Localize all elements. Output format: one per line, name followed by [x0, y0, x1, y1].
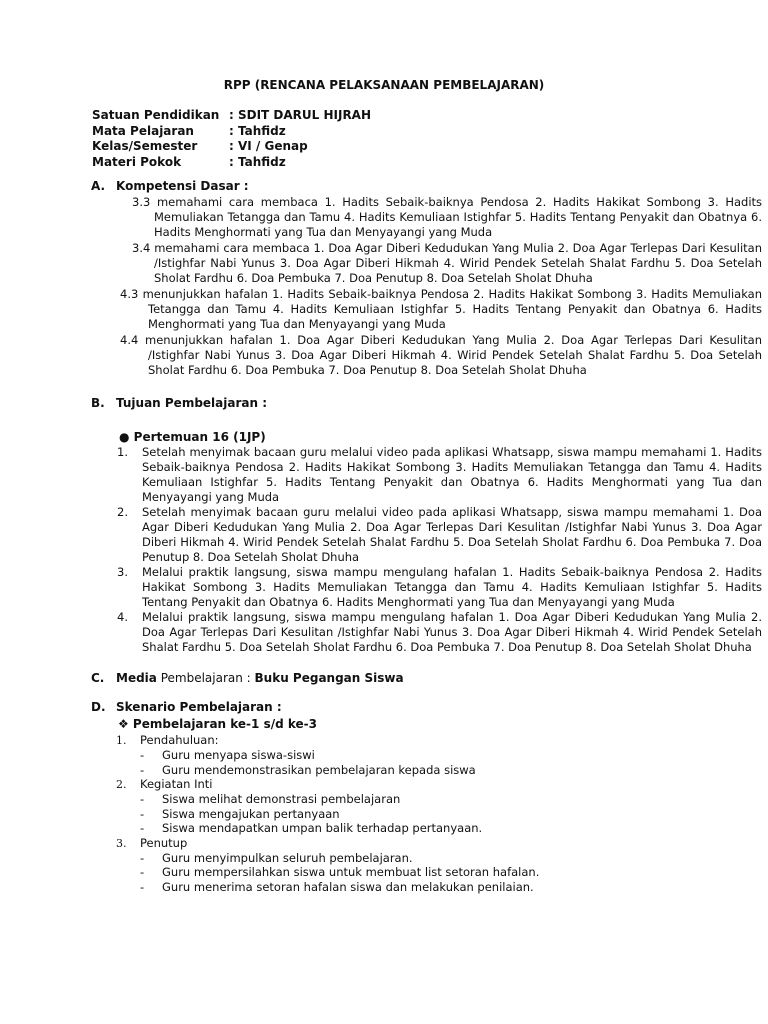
competency-item	[120, 287, 762, 332]
identity-label: Mata Pelajaran	[92, 123, 194, 138]
bullet-text: Siswa mendapatkan umpan balik terhadap pertanyaan.	[162, 821, 483, 835]
step-number: 1.	[116, 734, 127, 747]
media-label-bold: Media	[116, 671, 157, 685]
dash-icon: -	[140, 865, 145, 879]
objective-number: 1.	[117, 445, 128, 459]
objective-text: Melalui praktik langsung, siswa mampu mengulang hafalan 1. Hadits Sebaik-baiknya Pendosa 2. Hadits Hakikat Sombong 3. Hadits Memuliakan Tetangga dan Tamu 4. Hadits Kemuliaan Istighfar 5. Hadits Tentang Penyakit dan Obatnya 6. Hadits Menghormati yang Tua dan Menyayangi yang Muda	[142, 565, 762, 609]
dash-icon: -	[140, 821, 145, 835]
identity-label: Kelas/Semester	[92, 139, 198, 153]
identity-row	[92, 139, 371, 155]
step-bullet	[116, 880, 716, 895]
section-title: Kompetensi Dasar :	[116, 179, 249, 193]
competency-item	[120, 333, 762, 378]
bullet-text: Siswa melihat demonstrasi pembelajaran	[162, 792, 401, 806]
competency-list	[120, 195, 762, 378]
scenario-subheading: ❖ Pembelajaran ke-1 s/d ke-3	[118, 717, 317, 731]
media-label: Pembelajaran :	[156, 671, 255, 685]
section-title: Tujuan Pembelajaran :	[116, 396, 268, 410]
competency-number: 3.3	[132, 195, 151, 209]
identity-block	[92, 108, 371, 170]
step-bullet	[116, 807, 716, 822]
bullet-text: Guru menyimpulkan seluruh pembelajaran.	[162, 850, 413, 865]
dash-icon: -	[140, 762, 145, 777]
competency-text: menunjukkan hafalan 1. Hadits Sebaik-baiknya Pendosa 2. Hadits Hakikat Sombong 3. Hadits Memuliakan Tetangga dan Tamu 4. Hadits Kemuliaan Istighfar 5. Hadits Tentang Penyakit dan Obatnya 6. Hadits Menghormati yang Tua dan Menyayangi yang Muda	[142, 287, 762, 331]
step-number: 3.	[116, 836, 127, 850]
step-heading	[116, 777, 716, 792]
objective-item	[117, 565, 762, 610]
scenario-steps	[116, 733, 716, 894]
step-title: Kegiatan Inti	[140, 777, 213, 791]
section-letter: A.	[91, 179, 106, 193]
competency-number: 3.4	[132, 241, 151, 255]
objective-number: 3.	[117, 565, 128, 579]
step-bullet	[116, 748, 716, 763]
objective-text: Setelah menyimak bacaan guru melalui video pada aplikasi Whatsapp, siswa mampu memahami 1. Doa Agar Diberi Kedudukan Yang Mulia 2. Doa Agar Terlepas Dari Kesulitan /Istighfar Nabi Yunus 3. Doa Agar Diberi Hikmah 4. Wirid Pendek Setelah Shalat Fardhu 5. Doa Setelah Sholat Fardhu 6. Doa Pembuka 7. Doa Penutup 8. Doa Setelah Sholat Dhuha	[142, 505, 762, 564]
identity-value: : SDIT DARUL HIJRAH	[229, 108, 372, 122]
identity-row	[92, 155, 371, 171]
bullet-text: Guru menerima setoran hafalan siswa dan melakukan penilaian.	[162, 879, 534, 894]
section-letter: D.	[91, 700, 106, 714]
objective-list	[117, 445, 762, 655]
objective-item	[117, 610, 762, 655]
identity-row	[92, 124, 371, 140]
dash-icon: -	[140, 748, 145, 762]
objective-number: 2.	[117, 505, 128, 519]
competency-text: memahami cara membaca 1. Hadits Sebaik-baiknya Pendosa 2. Hadits Hakikat Sombong 3. Hadits Memuliakan Tetangga dan Tamu 4. Hadits Kemuliaan Istighfar 5. Hadits Tentang Penyakit dan Obatnya 6. Hadits Menghormati yang Tua dan Menyayangi yang Muda	[154, 195, 763, 239]
objective-text: Setelah menyimak bacaan guru melalui video pada aplikasi Whatsapp, siswa mampu memahami 1. Hadits Sebaik-baiknya Pendosa 2. Hadits Hakikat Sombong 3. Hadits Memuliakan Tetangga dan Tamu 4. Hadits Kemuliaan Istighfar 5. Hadits Tentang Penyakit dan Obatnya 6. Hadits Menghormati yang Tua dan Menyayangi yang Muda	[142, 445, 762, 504]
competency-text: menunjukkan hafalan 1. Doa Agar Diberi Kedudukan Yang Mulia 2. Doa Agar Terlepas Dari Kesulitan /Istighfar Nabi Yunus 3. Doa Agar Diberi Hikmah 4. Wirid Pendek Setelah Shalat Fardhu 5. Doa Setelah Sholat Fardhu 6. Doa Pembuka 7. Doa Penutup 8. Doa Setelah Sholat Dhuha	[145, 333, 762, 377]
section-a-heading	[91, 179, 249, 193]
objective-item	[117, 505, 762, 565]
bullet-text: Guru menyapa siswa-siswi	[162, 748, 315, 762]
dash-icon: -	[140, 850, 145, 865]
section-letter: B.	[91, 396, 105, 410]
step-bullet	[116, 865, 716, 880]
identity-value: : Tahfidz	[229, 154, 286, 169]
bullet-text: Guru mendemonstrasikan pembelajaran kepada siswa	[162, 762, 476, 777]
bullet-text: Guru mempersilahkan siswa untuk membuat list setoran hafalan.	[162, 865, 540, 879]
step-heading	[116, 733, 716, 748]
competency-number: 4.4	[120, 333, 139, 347]
section-d-heading	[91, 700, 282, 714]
section-title: Skenario Pembelajaran :	[116, 700, 282, 714]
identity-label: Satuan Pendidikan	[92, 108, 220, 122]
dash-icon: -	[140, 792, 145, 806]
section-letter: C.	[91, 671, 105, 685]
dash-icon: -	[140, 806, 145, 821]
dash-icon: -	[140, 879, 145, 894]
competency-text: memahami cara membaca 1. Doa Agar Diberi Kedudukan Yang Mulia 2. Doa Agar Terlepas Dari Kesulitan /Istighfar Nabi Yunus 3. Doa Agar Diberi Hikmah 4. Wirid Pendek Setelah Shalat Fardhu 5. Doa Setelah Sholat Fardhu 6. Doa Pembuka 7. Doa Penutup 8. Doa Setelah Sholat Dhuha	[154, 241, 763, 285]
section-b-heading	[91, 396, 267, 410]
step-number: 2.	[116, 778, 127, 791]
step-bullet	[116, 763, 716, 778]
media-value: Buku Pegangan Siswa	[254, 671, 404, 685]
identity-value: : VI / Genap	[229, 139, 308, 153]
document-title: RPP (RENCANA PELAKSANAAN PEMBELAJARAN)	[223, 78, 545, 92]
section-c-media	[91, 671, 404, 685]
step-bullet	[116, 821, 716, 836]
meeting-label: ● Pertemuan 16 (1JP)	[119, 430, 266, 444]
identity-row	[92, 108, 371, 124]
bullet-text: Siswa mengajukan pertanyaan	[162, 806, 340, 821]
identity-value: : Tahfidz	[229, 123, 286, 138]
competency-item	[126, 195, 762, 240]
objective-text: Melalui praktik langsung, siswa mampu mengulang hafalan 1. Doa Agar Diberi Kedudukan Yang Mulia 2. Doa Agar Terlepas Dari Kesulitan /Istighfar Nabi Yunus 3. Doa Agar Diberi Hikmah 4. Wirid Pendek Setelah Shalat Fardhu 5. Doa Setelah Sholat Fardhu 6. Doa Pembuka 7. Doa Penutup 8. Doa Setelah Sholat Dhuha	[142, 610, 762, 654]
competency-number: 4.3	[120, 287, 139, 301]
step-title: Penutup	[140, 835, 188, 850]
competency-item	[126, 241, 762, 286]
step-title: Pendahuluan:	[140, 733, 219, 747]
objective-number: 4.	[117, 610, 128, 624]
objective-item	[117, 445, 762, 505]
step-bullet	[116, 851, 716, 866]
step-bullet	[116, 792, 716, 807]
step-heading	[116, 836, 716, 851]
identity-label: Materi Pokok	[92, 154, 182, 169]
